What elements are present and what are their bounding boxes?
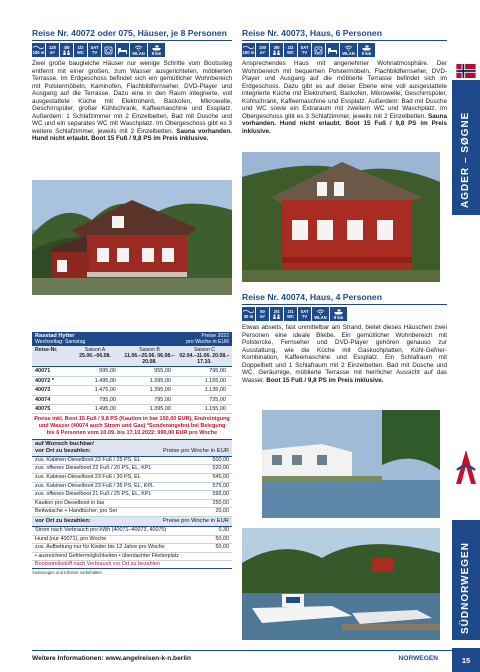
listing-title: Reise Nr. 40073, Haus, 6 Personen	[242, 28, 382, 38]
wifi-icon	[312, 307, 329, 321]
list-item	[32, 527, 232, 536]
list-item	[32, 491, 232, 500]
item-label: zus. Aufbettung nur für Kinder bis 12 Jahre pro Woche	[35, 544, 165, 551]
icon-label: 120	[49, 45, 56, 50]
wifi-icon	[340, 43, 357, 57]
item-label: zus. offenes Dieselboot 21 Fuß / 25 PS, EL, KPL	[35, 491, 152, 498]
fuel-note: Bootsstreibstoff nach Verbrauch vor Ort zu bezahlen	[32, 561, 232, 569]
item-price: 20,00	[215, 508, 229, 515]
listing-description	[242, 60, 447, 135]
bath-icon	[74, 43, 87, 57]
item-price: 500,00	[212, 456, 229, 463]
price-table-header	[32, 332, 232, 346]
changeover-day: Wechseltag: Samstag	[35, 339, 86, 346]
list-item	[32, 500, 232, 509]
icon-label: 100	[259, 45, 266, 50]
icon-label: WC	[287, 50, 294, 55]
item-price: 575,00	[212, 482, 229, 489]
item-label: zus. Kabinen-Dieselboot 23 Fuß / 25 PS, EL	[35, 456, 141, 463]
features-line: • ausreichend Gefriermöglichkeiten • überdachter Filetierplatz	[32, 553, 232, 561]
divider	[242, 40, 447, 41]
icon-label: 100 m	[242, 50, 255, 55]
onsite-heading: vor Ort zu bezahlen:	[35, 517, 91, 524]
item-price: 50,00	[215, 535, 229, 542]
divider	[32, 40, 232, 41]
item-price: 545,00	[212, 474, 229, 481]
list-item	[32, 457, 232, 466]
extras-list	[32, 457, 232, 517]
onsite-header	[32, 517, 232, 527]
disclaimer: Änderungen und Irrtümer vorbehalten.	[32, 570, 103, 576]
icon-label: WLAN	[132, 50, 145, 56]
right-listing-1	[242, 28, 447, 135]
item-price: 50,00	[215, 544, 229, 551]
table-cell: 1.155,00	[204, 377, 226, 384]
table-cell: 1.395,00	[149, 387, 171, 394]
wash-icon	[102, 43, 115, 57]
angler-logo-icon	[454, 448, 478, 488]
price-rows	[32, 367, 232, 414]
icon-label: 9 km	[151, 50, 162, 56]
onsite-list	[32, 527, 232, 553]
icon-label: TV	[301, 50, 308, 55]
bed-icon	[116, 43, 129, 57]
price-unit: pro Woche in EUR	[186, 339, 229, 346]
description-bold: Sauna vorhanden. Hund nicht erlaubt. Boot 15 Fuß / 9,8 PS im Preis inklusive.	[32, 127, 232, 143]
boat-photo	[242, 528, 440, 640]
region-label: AGDER – SØGNE	[460, 111, 471, 208]
icon-label: TV	[91, 50, 98, 55]
boat-icon	[148, 43, 165, 57]
list-item	[32, 483, 232, 492]
description-text: Etwas abseits, fast unmittelbar am Strand, bietet dieses Häuschen zwei Personen eine ideale Bleibe. Ein gemütlicher Wohnbereich mit Polstercke, Fernseher und DVD-Player gehören genauso zur Ausstattung, wie die Küche mit Gaskochplatten, Kühl-Gefrier-Kombination, Kaffeemaschine und Essplatz. Ein Schlafraum mit Doppelbett und 1 Schlafraum mit 2 Einzelbetten. Bad mit Dusche und WC. Geräumige, möblierte Terrasse mit herrlicher Aussicht auf das Wasser.	[242, 324, 447, 384]
season-name: Saison C	[193, 347, 216, 354]
persons-icon	[270, 43, 283, 57]
icon-label: 1/2	[287, 45, 294, 50]
icon-label: m²	[259, 314, 266, 319]
price-year: Preise 2022	[201, 333, 229, 339]
season-name: Saison B	[139, 347, 160, 354]
icon-label: m²	[49, 50, 56, 55]
boat-icon	[358, 43, 375, 57]
table-cell: 40072 *	[35, 377, 54, 384]
house-photo-right-2	[262, 410, 440, 518]
table-cell: 795,00	[209, 368, 226, 375]
icon-label: 50	[260, 309, 265, 314]
onsite-price-unit: Preise pro Woche in EUR	[163, 517, 229, 524]
list-item	[32, 474, 232, 483]
list-item	[32, 544, 232, 553]
tv-icon	[88, 43, 101, 57]
distance-icon	[242, 43, 255, 57]
icon-label: 100 m	[32, 50, 45, 55]
table-row	[32, 396, 232, 405]
table-cell: 1.495,00	[94, 377, 116, 384]
table-cell: 1.135,00	[204, 387, 226, 394]
extras-price-unit: Preise pro Woche in EUR	[163, 447, 229, 454]
item-label: Strom nach Verbrauch pro kWh (40071–40073, 40075)	[35, 526, 167, 533]
icon-label: SAT	[90, 45, 99, 50]
footer-country: NORWEGEN	[398, 655, 438, 662]
table-cell: 795,00	[99, 396, 116, 403]
icon-label: WC	[77, 50, 84, 55]
bath-icon	[284, 43, 297, 57]
season-name: Reise-Nr.	[35, 347, 58, 354]
region-tab-bottom	[452, 520, 480, 640]
season-name: Saison A	[84, 347, 106, 354]
table-cell: 1.495,00	[94, 406, 116, 413]
icon-label: 4/8	[63, 45, 70, 50]
item-label: zus. offenes Dieselboot 22 Fuß / 20 PS, EL, KPL	[35, 465, 152, 472]
footer-info-link[interactable]: Weitere Informationen: www.angelreisen-k-n.berlin	[32, 655, 192, 662]
icon-label: SAT	[300, 45, 309, 50]
listing-title: Reise Nr. 40074, Haus, 4 Personen	[242, 292, 382, 302]
icon-label: 3/6	[273, 45, 280, 50]
item-price: 250,00	[212, 499, 229, 506]
table-cell: 1.395,00	[149, 406, 171, 413]
area-icon	[256, 307, 269, 321]
season-column-header	[32, 347, 68, 365]
icon-label: m²	[259, 50, 266, 55]
price-note: Preise inkl. Boot 15 Fuß / 9,8 PS (Kaution in bar 150,00 EUR), Endreinigung und Wasser (40074 auch Strom und Gas) *Sonderangebot bei Belegung bis 6 Personen vom 10.09. bis 17.10.2022: 990,00 EUR pro Woche	[32, 414, 232, 439]
icon-label: 9 km	[333, 314, 344, 320]
table-cell: 1.395,00	[149, 377, 171, 384]
description-bold: Boot 15 Fuß / 9,8 PS im Preis inklusive.	[266, 376, 384, 384]
divider	[242, 304, 447, 305]
bed-icon	[326, 43, 339, 57]
region-label: SÜDNORWEGEN	[460, 542, 471, 634]
area-icon	[256, 43, 269, 57]
table-cell: 1.475,00	[94, 387, 116, 394]
table-cell: 725,00	[209, 396, 226, 403]
persons-icon	[270, 307, 283, 321]
table-cell: 40075	[35, 406, 51, 413]
price-table	[32, 332, 232, 575]
table-row	[32, 386, 232, 395]
description-text: Zwei große baugleiche Häuser nur wenige Schritte vom Bootssteg entfernt mit einer großen, zum Wasser ausgerichteten, möblierten Terrasse. Im Erdgeschoss befindet sich ein gemütlicher Wohnbereich mit Polstermöbeln, Kaminofen, Flachbildfernseher, DVD-Player und Ausgang auf die Terrasse. Dazu eine in den Raum integrierte, voll ausgestattete Küche mit Elektroherd, Backofen, Mikrowelle, Geschirrspüler, großer Kühlschrank, Kaffeemaschine und Essplatz. Außerdem: 1 Schlafzimmer mit 2 Einzelbetten, Bad mit Dusche und WC und ein separates WC mit Waschplatz. Im Obergeschoss gibt es 3 weitere Schlafzimmer, jeweils mit 2 Einzelbetten.	[32, 60, 232, 135]
item-label: Kaution pro Dieselboot in bar	[35, 499, 105, 506]
boat-icon	[330, 307, 347, 321]
extras-heading-line1: auf Wunsch buchbar/	[35, 440, 94, 447]
table-row	[32, 405, 232, 414]
season-column-header	[68, 347, 122, 365]
item-price: 520,00	[212, 465, 229, 472]
item-label: Bettwäsche + Handtücher, pro Set	[35, 508, 117, 515]
table-cell: 40071	[35, 368, 51, 375]
house-photo-left	[32, 180, 232, 295]
left-listing	[32, 28, 232, 143]
table-cell: 795,00	[154, 396, 171, 403]
region-tab-top	[452, 80, 480, 215]
norway-flag-icon	[456, 64, 476, 78]
footer-divider	[32, 650, 452, 651]
page-number: 15	[452, 648, 480, 672]
wash-icon	[312, 43, 325, 57]
season-dates: 11.06.–25.06. 06.08.–20.08.	[124, 353, 175, 366]
persons-icon	[60, 43, 73, 57]
table-cell: 955,00	[154, 368, 171, 375]
table-cell: 40073	[35, 387, 51, 394]
item-price: 595,00	[212, 491, 229, 498]
listing-title: Reise Nr. 40072 oder 075, Häuser, je 8 Personen	[32, 28, 227, 38]
amenity-icons	[32, 43, 232, 57]
amenity-icons	[242, 307, 447, 321]
icon-label: TV	[301, 314, 308, 319]
wifi-icon	[130, 43, 147, 57]
list-item	[32, 465, 232, 474]
icon-label: WC	[287, 314, 294, 319]
table-cell: 995,00	[99, 368, 116, 375]
list-item	[32, 508, 232, 517]
description-text: Ansprechendes Haus mit angenehmer Wohnatmosphäre. Der Wohnbereich mit bequemen Polstermöbeln, Flachbildfernseher, DVD-Player und Ausgang auf die möblierte Terrasse befindet sich im Erdgeschoss. Dazu gibt es auf dieser Ebene eine voll ausgestattete integrierte Küche mit Elektroherd, Backofen, Mikrowelle, Geschirrspüler, Kühlschrank, Kaffeemaschine und Essplatz. Außerdem: Bad mit Dusche und WC sowie ein Extraraum mit zweitem WC und Waschplatz. Im Obergeschoss gibt es 3 Schlafzimmer, jeweils mit 2 Einzelbetten.	[242, 60, 447, 120]
listing-description	[242, 324, 447, 384]
icon-label: SAT	[300, 309, 309, 314]
distance-icon	[242, 307, 255, 321]
season-dates: 25.06.–06.08.	[79, 353, 111, 360]
table-cell: 40074	[35, 396, 51, 403]
area-icon	[46, 43, 59, 57]
table-row	[32, 377, 232, 386]
listing-description	[32, 60, 232, 143]
season-dates: 02.04.–11.06. 20.08.–17.10.	[179, 353, 230, 366]
icon-label: 2/4	[273, 309, 280, 314]
extras-heading-line2: vor Ort zu bezahlen:	[35, 447, 91, 454]
table-row	[32, 367, 232, 376]
list-item	[32, 536, 232, 545]
description-bold: Sauna vorhanden. Hund nicht erlaubt. Boot 15 Fuß / 9,8 PS im Preis inklusive.	[242, 112, 447, 135]
distance-icon	[32, 43, 45, 57]
item-label: zus. Kabinen-Dieselboot 23 Fuß / 30 PS, EL	[35, 474, 141, 481]
icon-label: 1/1	[287, 309, 294, 314]
bath-icon	[284, 307, 297, 321]
table-cell: 1.155,00	[204, 406, 226, 413]
item-label: zus. Kabinen-Dieselboot 23 Fuß / 35 PS, EL, KPL	[35, 482, 154, 489]
item-label: Hund (nur 40071), pro Woche	[35, 535, 107, 542]
item-price: 0,30	[218, 526, 229, 533]
right-listing-2	[242, 292, 447, 384]
amenity-icons	[242, 43, 447, 57]
icon-label: 30 m	[243, 314, 254, 319]
extras-header	[32, 440, 232, 457]
tv-icon	[298, 307, 311, 321]
season-column-header	[122, 347, 177, 365]
tv-icon	[298, 43, 311, 57]
season-column-header	[177, 347, 232, 365]
provider-name: Rasstad Hytter	[35, 333, 75, 339]
icon-label: 9 km	[361, 50, 372, 56]
season-header-row	[32, 346, 232, 367]
icon-label: WLAN	[314, 314, 327, 320]
icon-label: 1/2	[77, 45, 84, 50]
house-photo-right-1	[242, 152, 440, 282]
icon-label: WLAN	[342, 50, 355, 56]
